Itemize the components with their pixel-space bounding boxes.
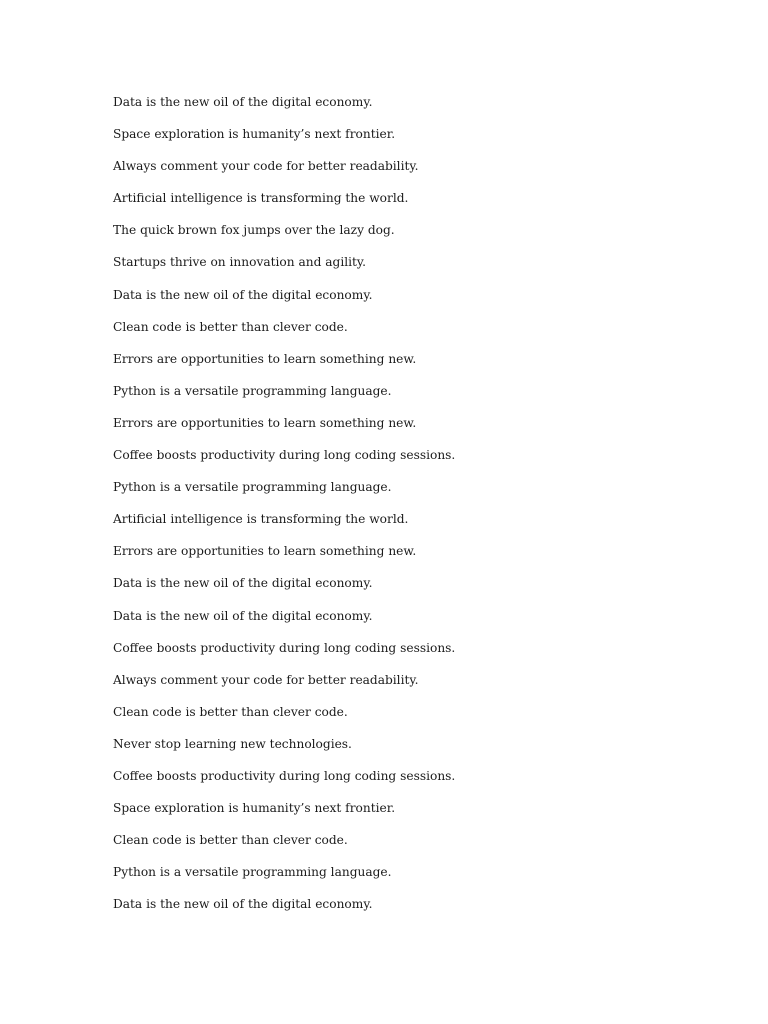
text-line: Data is the new oil of the digital economy. xyxy=(113,287,373,302)
text-line: Coffee boosts productivity during long coding sessions. xyxy=(113,768,456,783)
text-line: Data is the new oil of the digital economy. xyxy=(113,897,373,912)
text-line: Coffee boosts productivity during long coding sessions. xyxy=(113,640,456,655)
text-line: Space exploration is humanity’s next frontier. xyxy=(113,127,396,142)
text-line: Clean code is better than clever code. xyxy=(113,319,348,334)
text-line: Startups thrive on innovation and agility. xyxy=(113,255,367,270)
text-line: Artificial intelligence is transforming the world. xyxy=(113,191,409,206)
text-line: Coffee boosts productivity during long coding sessions. xyxy=(113,448,456,463)
text-line: Errors are opportunities to learn something new. xyxy=(113,415,417,430)
text-line: Always comment your code for better readability. xyxy=(113,159,419,174)
text-line: Always comment your code for better readability. xyxy=(113,672,419,687)
text-line: Artificial intelligence is transforming the world. xyxy=(113,512,409,527)
text-line: Data is the new oil of the digital economy. xyxy=(113,95,373,109)
text-line: Python is a versatile programming language. xyxy=(113,383,392,398)
text-line: Never stop learning new technologies. xyxy=(113,736,352,751)
text-line: Clean code is better than clever code. xyxy=(113,704,348,719)
text-line: Python is a versatile programming language. xyxy=(113,865,392,880)
text-line: Data is the new oil of the digital economy. xyxy=(113,576,373,591)
text-line: Clean code is better than clever code. xyxy=(113,833,348,848)
text-line: Space exploration is humanity’s next frontier. xyxy=(113,801,396,816)
text-line: Data is the new oil of the digital economy. xyxy=(113,608,373,623)
text-line: Errors are opportunities to learn something new. xyxy=(113,544,417,559)
text-line: Errors are opportunities to learn something new. xyxy=(113,351,417,366)
text-line: The quick brown fox jumps over the lazy dog. xyxy=(113,223,395,238)
text-lines xyxy=(113,92,673,926)
text-line: Python is a versatile programming language. xyxy=(113,480,392,495)
